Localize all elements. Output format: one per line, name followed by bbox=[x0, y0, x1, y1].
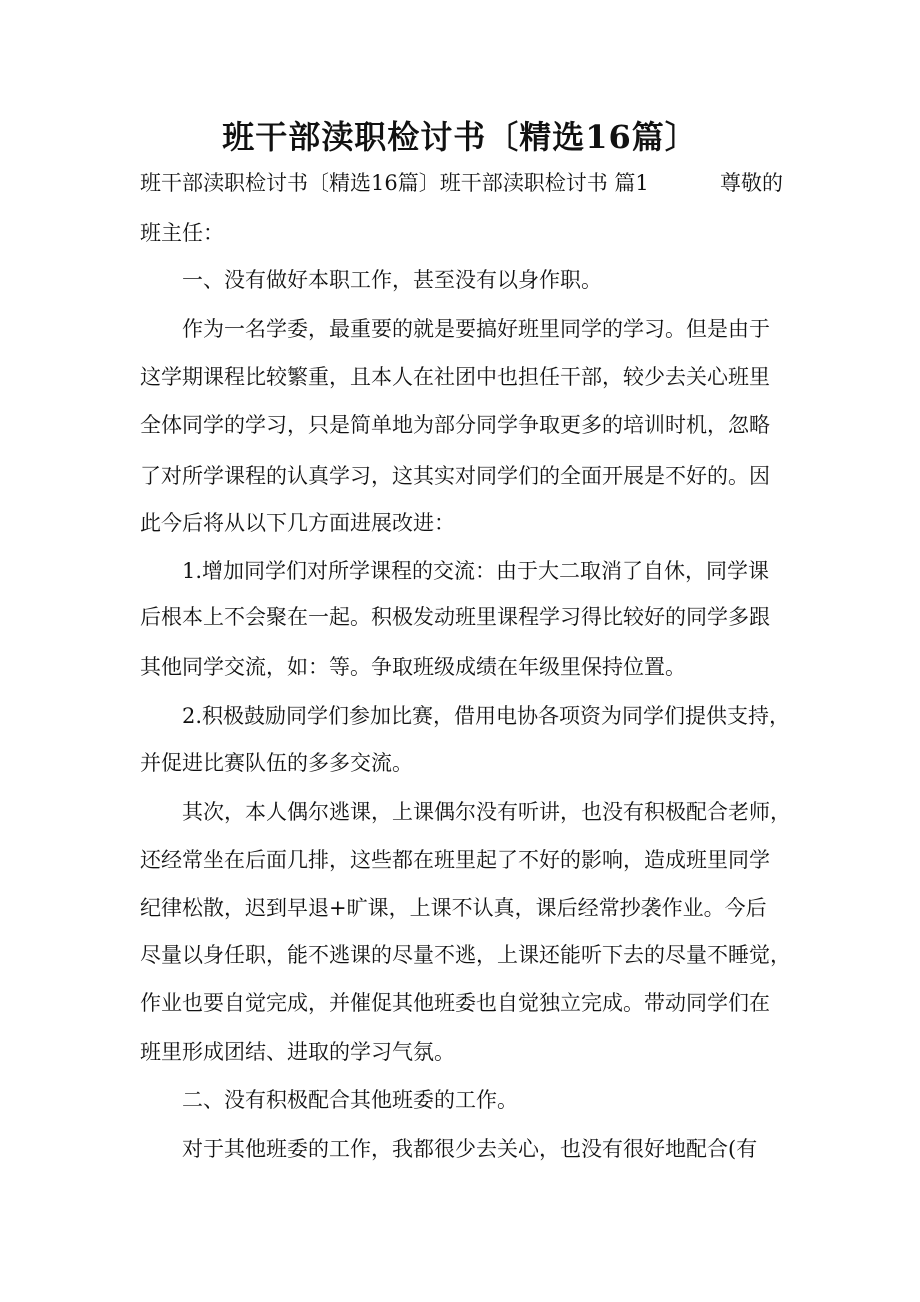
paragraph-line: 作为一名学委，最重要的就是要搞好班里同学的学习。但是由于 bbox=[182, 317, 770, 341]
paragraph-line: 全体同学的学习，只是简单地为部分同学争取更多的培训时机，忽略 bbox=[140, 413, 770, 437]
paragraph-line: 一、没有做好本职工作，甚至没有以身作职。 bbox=[182, 268, 602, 292]
paragraph-line: 纪律松散，迟到早退+旷课，上课不认真，课后经常抄袭作业。今后 bbox=[140, 896, 767, 920]
paragraph-line: 2.积极鼓励同学们参加比赛，借用电协各项资为同学们提供支持， bbox=[182, 704, 791, 728]
paragraph-line: 对于其他班委的工作，我都很少去关心，也没有很好地配合(有 bbox=[182, 1137, 758, 1161]
paragraph-line: 这学期课程比较繁重，且本人在社团中也担任干部，较少去关心班里 bbox=[140, 365, 770, 389]
paragraph-line: 尽量以身任职，能不逃课的尽量不逃，上课还能听下去的尽量不睡觉， bbox=[140, 943, 791, 967]
paragraph-line: 其他同学交流，如：等。争取班级成绩在年级里保持位置。 bbox=[140, 655, 686, 679]
document-title: 班干部渎职检讨书〔精选16篇〕 bbox=[222, 118, 698, 156]
paragraph-line: 班里形成团结、进取的学习气氛。 bbox=[140, 1040, 455, 1064]
salutation-tail: 尊敬的 bbox=[720, 171, 783, 195]
paragraph-line: 还经常坐在后面几排，这些都在班里起了不好的影响，造成班里同学 bbox=[140, 848, 770, 872]
paragraph-line: 1.增加同学们对所学课程的交流：由于大二取消了自休，同学课 bbox=[182, 559, 770, 583]
paragraph-line: 了对所学课程的认真学习，这其实对同学们的全面开展是不好的。因 bbox=[140, 464, 770, 488]
paragraph-line: 二、没有积极配合其他班委的工作。 bbox=[182, 1088, 518, 1112]
paragraph-line: 其次，本人偶尔逃课，上课偶尔没有听讲，也没有积极配合老师， bbox=[182, 800, 791, 824]
subtitle-line: 班干部渎职检讨书〔精选16篇〕班干部渎职检讨书 篇1 bbox=[140, 171, 649, 195]
paragraph-line: 作业也要自觉完成，并催促其他班委也自觉独立完成。带动同学们在 bbox=[140, 991, 770, 1015]
paragraph-line: 此今后将从以下几方面进展改进： bbox=[140, 511, 455, 535]
salutation-line: 班主任： bbox=[140, 221, 224, 245]
paragraph-line: 并促进比赛队伍的多多交流。 bbox=[140, 751, 413, 775]
paragraph-line: 后根本上不会聚在一起。积极发动班里课程学习得比较好的同学多跟 bbox=[140, 605, 770, 629]
